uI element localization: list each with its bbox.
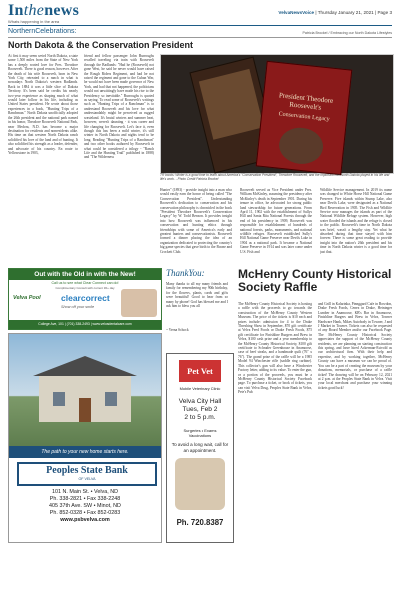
section-rule [8,37,392,38]
mchenry-column-2: and Grill in Kalarinka, Pinnggard Cafe in Bowdon, Drake Fresh Foods, Cenex in Drake, Heininger Lumber in Anamoose, KB's Bar in Anamoose, Finishline Burgers and Brew in Velva, Towner Hardware Hank, Mikes Autobody in Towner, J and J Market in Towner. Tickets can also be requested of any Board Member and/or our Facebook Page. The McHenry County Historical Society appreciates the support of the McHenry County residents, we are planning on starting construction this spring, and have hired Ackerman-Estvold as our architectural firm. With their help and expertise, and by working together, McHenry County can have a museum we can be proud of. You can be a part of creating the museum by your donations, memorials, or purchase of a raffle ticket! The drawing will be on February 12, 2021 at 2 p.m. at the Peoples State Bank in Velva. Visit your local merchant and purchase your winning tickets good luck! [318,302,392,390]
article-column-3: Hunter" (1893) - provide insight into a man who would easily earn the honor of being called "The Conservation President". Understanding Roosevelt's dedication to conservation and his conservation philosophy is chronicled in the book "President Theodore Roosevelt's Conservation Legacy" by W. Todd Benson. It provides insight into how Roosevelt was influenced in his conservation and hunting ethics through friendships with some of America's early and greatest hunters and conservationists. Roosevelt formed a dinner placing the idea of an organization dedicated to protecting the country's big game species that gave birth to the Boone and Crockett Club. [160,188,232,254]
thankyou-title: ThankYou: [166,268,205,278]
petvet-avoid: To avoid a long wait, call for an appointment. [171,442,229,453]
dog-image [175,458,225,510]
photo-caption: TR books: Winter is a good time to learn about America's "Conservation President", Theodore Roosevelt, and the important role North Dakota played in his life and life's work. - Photo Credit Patricia Brockel [160,173,390,181]
ad-sub: Complimentary Consult with current 30+ day [55,286,115,290]
thankyou-signoff: ~ Verna Schock [166,328,189,332]
article-column-1: At first it may seem weird North Dakota, a state some 1,500 miles from the State of New York has a deeply rooted love for Pres. Theodore Roosevelt. There is good reason, however. After the death of his wife Roosevelt, born in New York City, retreated to a ranch in what is nowadays North Dakota's western Badlands. Back in 1884 it was a little slice of Dakota Territory. It's been said he credits his nearly two-year experience as shaping much of what would later follow in his life, including as United States president. He wrote about those experiences in a book, "Hunting Trips of a Ranchman." North Dakota unofficially adopted the 26th president and the national park named in his honor, Theodore Roosevelt National Park, near Medora, N.D. has become a major destination for residents and nonresidents alike. His time on that western North Dakota ranch solidified his love of the land and of hunting. It also solidified his strength as a leader, defender, and advocate of his country. En route to Yellowstone in 1903, [8,54,78,155]
ad-headline: Out with the Old in with the New! [9,269,161,280]
book-cover: President Theodore Roosevelt's Conservation Legacy [256,61,353,175]
mchenry-column-1: The McHenry County Historical Society is hosting a raffle with the proceeds to go towards the construction of the McHenry County Western Museum. The price of the tickets is $10 each and prizes include: admission for 4 to the Drake Threshing Show in September, $70 gift certificate at Velva Feed Foods or Drake Fresh Foods, $75 gift certificate for Finishline Burgers and Brew in Velva, $100 cash prize and a year membership to the McHenry County Historical Society, $100 gift certificate to Schrader Greenhouse in Anamoose, case of beef steaks, and a handmade quilt (76" x 76"). The grand prize of the raffle will be a 1985 Model 94 Winchester rifle (saddle ring carbine). This collector's gun will also have a Winchester Factory letter, adding to its value. To enter the gun, or a portion of the proceeds, you must be a McHenry County Historical Society Facebook page. To purchase a ticket, or book of tickets, you can visit Velva Drug, Peoples State Bank in Velva, Pete's Pub [238,302,312,395]
issue-info: VelvaNewsVoice | Thursday January 21, 2021 | Page 3 [278,10,392,15]
petvet-logo: Pet Vet [179,360,221,382]
article-photo [160,54,394,174]
ad-call: Call us to see what Clear Connect can do! [51,281,119,285]
mchenry-headline: McHenry County Historical Society Raffle [238,267,392,294]
bank-ad [8,333,162,543]
house-photo [9,334,161,446]
petvet-services: Surgeries • Exams Vaccinations [183,428,217,438]
article-column-2: friend and fellow passenger John Burroughs recalled traveling via train with Roosevelt through the Badlands: "Had he (Roosevelt) not gone West, he said he never would have raised the Rough Riders Regiment, and had he not raised the regiment and gone to the Cuban War, he would not have been made governor of New York, and had that not happened, the politicians would not unwittingly have made his rise to the Presidency so inevitable." Burroughs is quoted as saying. To read some of Roosevelt's writings such as "Hunting Trips of a Ranchman" is to understand Roosevelt and his love for what understandably might be perceived as rugged wasteland. It's brutal winters and summer heat, however, weren't daunting - it was career and life changing for Roosevelt. Let's face it, even though this has been a mild winter, it's still winter in North Dakota and nights tend to be long. Reading "Hunting Trips of a Ranchman" and two other books authored by Roosevelt in what could be considered a trilogy - "Ranch Life and the Hunting Trail" published in 1888) and "The Wilderness [84,54,154,160]
petvet-ad [166,353,234,543]
masthead [8,2,392,24]
bank-contact: 101 N. Main St. • Velva, ND Ph. 338-2821 • Fax 338-2248 405 37th Ave. SW • Minot, ND Ph. 852-0328 • Fax 852-0283 www.psbvelva.com [49,489,121,523]
ad-brand: clearcorrect [61,293,110,303]
bank-tagline: The path to your new home starts here. [9,446,161,458]
article-headline: North Dakota & the Conservation President [8,40,194,50]
article-column-4: Roosevelt served as Vice President under Pres. William McKinley, assuming the presidency after McKinley's death in September 1901. During his tenure in office, he advocated for strong public land stewardship for future generations. From April 11, 1902 with the establishment of Sullys Hill and Santa Rita National Forests through the end of his presidency in 1909, Roosevelt was responsible for establishment of hundreds of national forests, parks, monuments, and national wildlife refuges. Roosevelt established Sully's Hill National Game Preserve near Devils Lake in 1904 as a national park. It became a National Game Preserve in 1914 and was later come under U.S. Fish and [240,188,312,254]
bank-logo: Peoples State Bank OF VELVA [17,462,157,486]
ad-smile-image [121,289,157,317]
section-title: Inthenews [8,2,80,19]
ad-footer: College Ave, 101 | (701) 338-2493 | www.velvadentalcare.com [9,320,161,329]
section-subtitle: Whats happening in the area [8,19,60,24]
petvet-schedule: Velva City Hall Tues, Feb 2 2 to 5 p.m. [178,398,222,421]
article-column-5: Wildlife Service management. In 2019 its name was changed to White Horse Hill National Game Preserve. Five islands within Stump Lake, also near Devils Lake, were designated as a National Bird Reservation in 1905. The Fish and Wildlife Service now manages the islands as part of the National Wildlife Refuge system. However, high water flooded the islands and the refuge is closed to the public. Roosevelt's time in North Dakota was brief, wasn't a lengthy stay. Yet what he absorbed during that time stayed with him forever. There is some great reading to provide insight into the nation's 26th president and his time in North Dakota winter is a good time for just that. [320,188,392,254]
dental-ad [8,268,162,330]
petvet-phone: Ph. 720.8387 [176,518,224,527]
masthead-rule [8,25,392,26]
section-label: NorthernCelebrations: [8,28,77,35]
ad-logo: Velva Pool [13,295,41,301]
thankyou-body: Many thanks to all my many friends and family for remembering my 90th birthday, for the flowers, plants, cards and gifts were beautiful! Good to hear from so many by phone! God has blessed me and I ask him to bless you all [166,282,228,309]
ad-tagline: Show off your smile [61,305,95,309]
byline: Patricia Brockel / Embracing our North Dakota Lifestyles [302,31,392,35]
petvet-sub: Mobile Veterinary Clinic [179,386,221,391]
